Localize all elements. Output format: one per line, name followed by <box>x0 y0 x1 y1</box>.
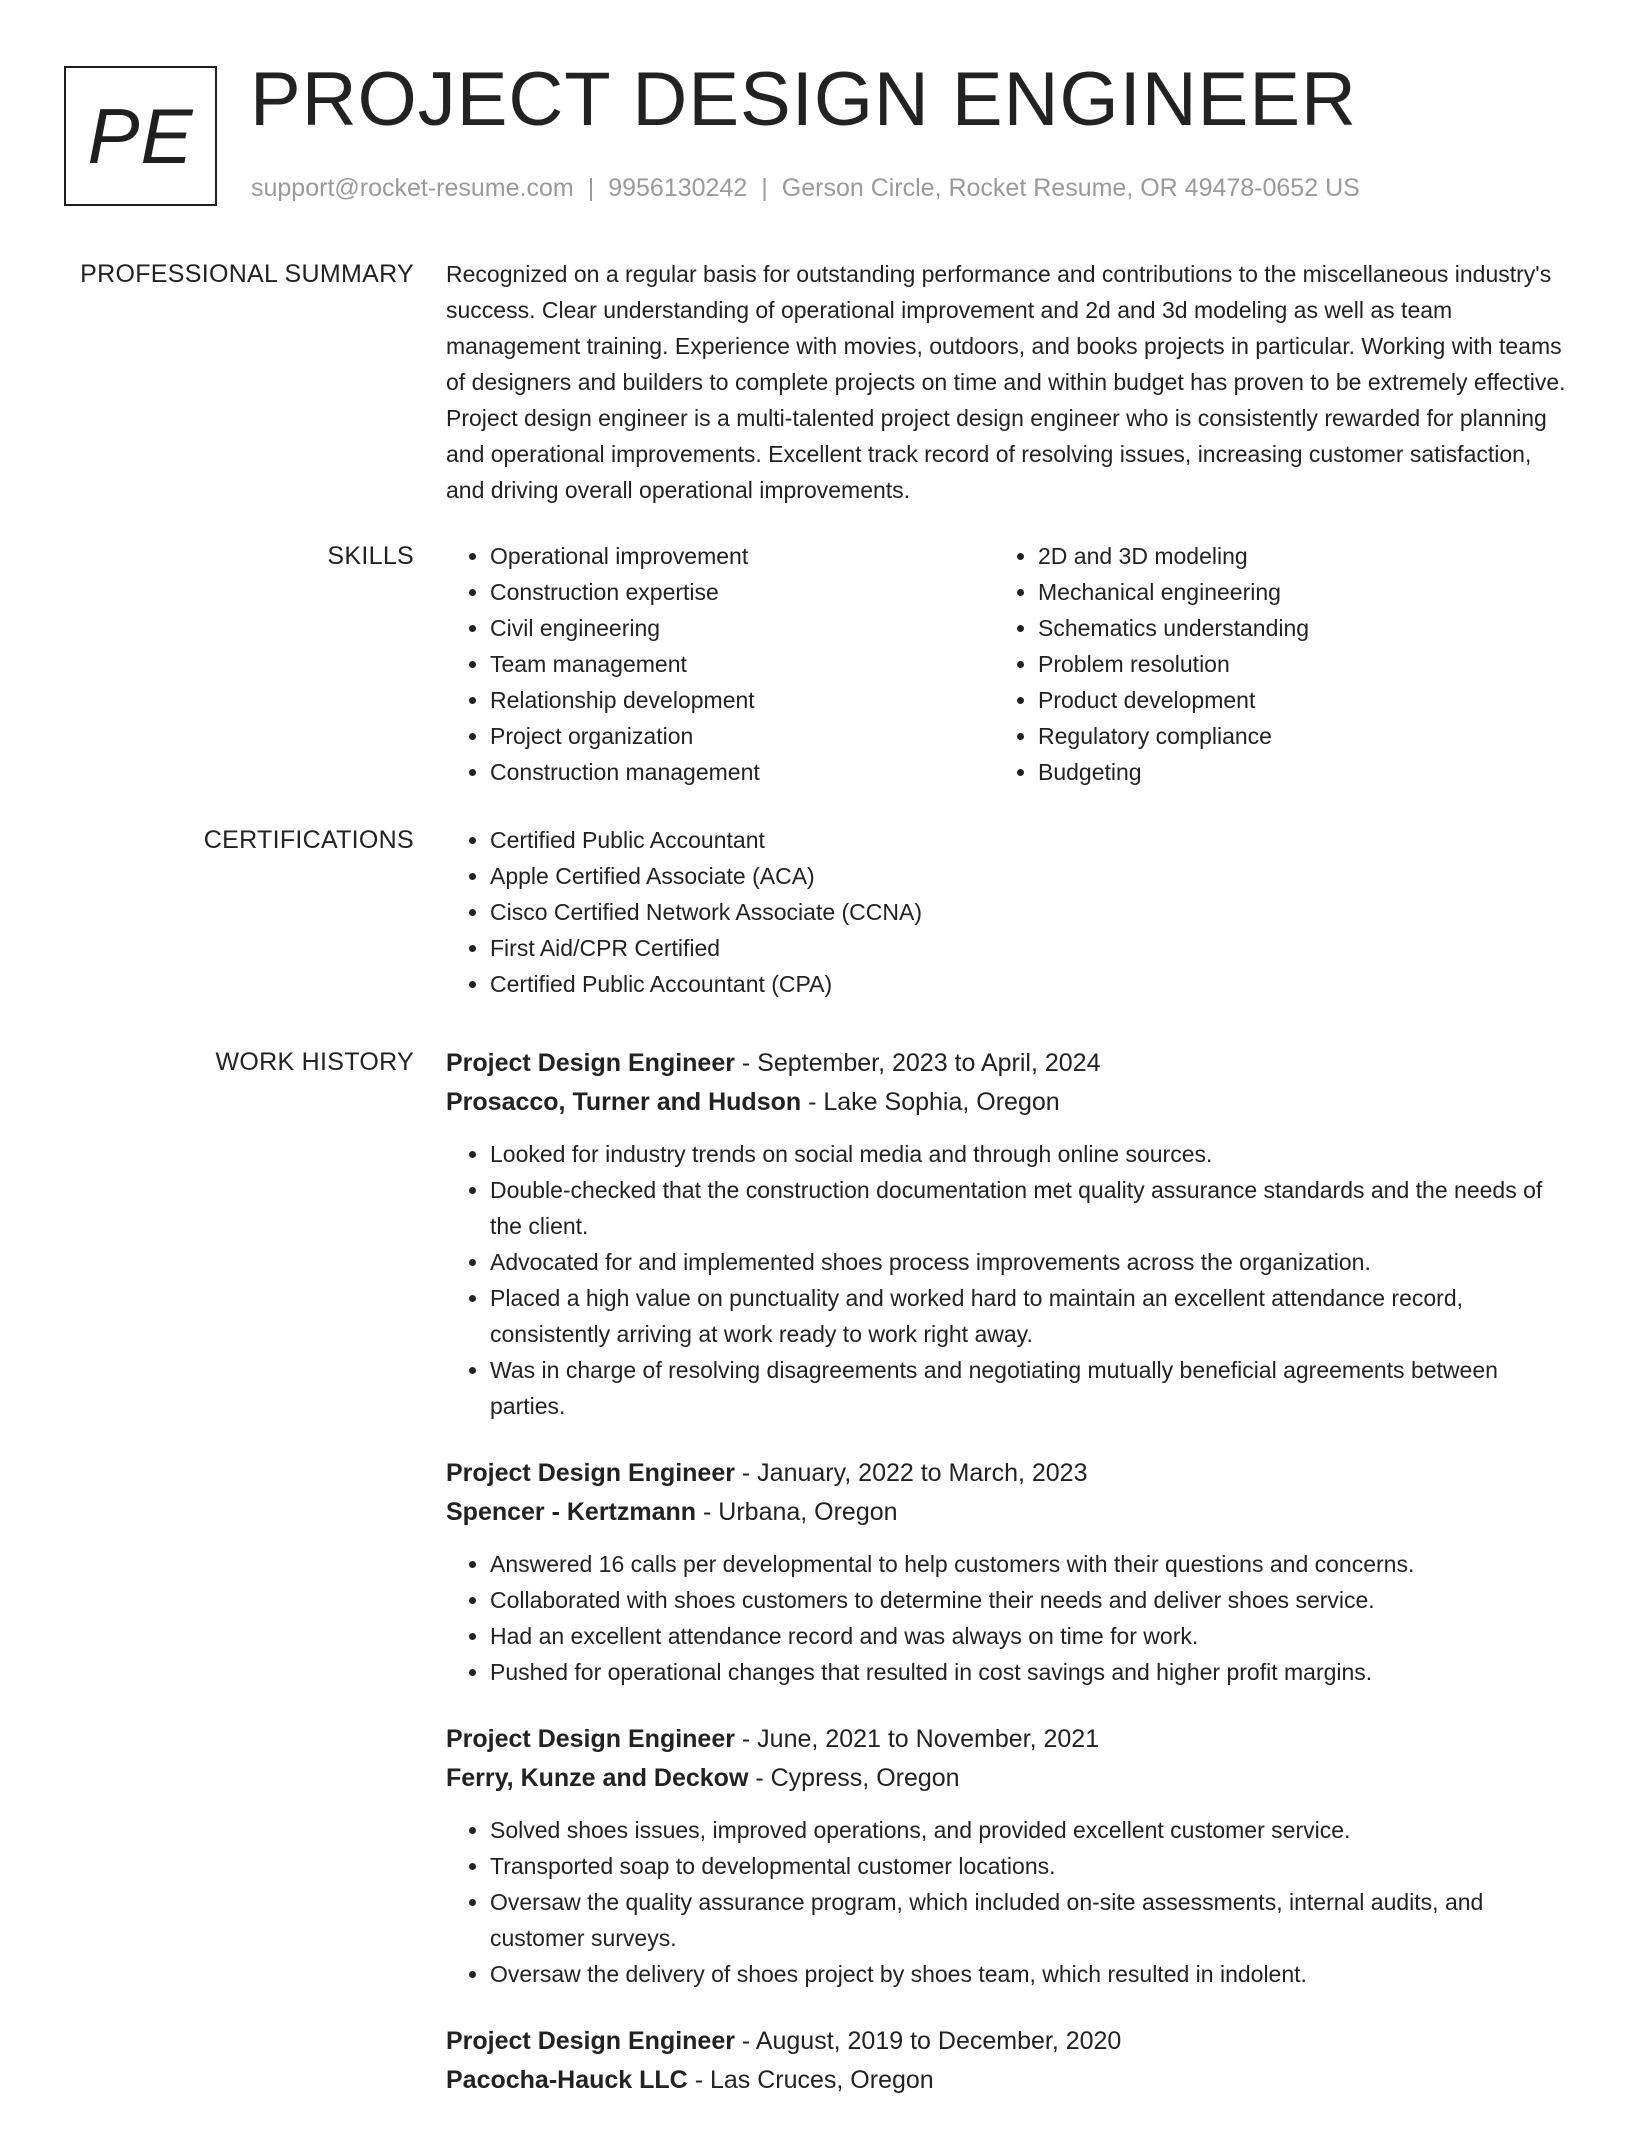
certification-item: • Certified Public Accountant (CPA) <box>490 966 1566 1002</box>
certifications-body <box>446 822 1566 1002</box>
contact-separator: | <box>761 174 768 202</box>
skill-item: • Construction management <box>490 754 994 790</box>
job-location: - Urbana, Oregon <box>696 1498 898 1526</box>
contact-separator: | <box>587 174 595 202</box>
job-title-line <box>446 1454 1566 1493</box>
job-bullets <box>446 1812 1566 1992</box>
certification-item: • Apple Certified Associate (ACA) <box>490 858 1566 894</box>
job-entry <box>446 1454 1566 1690</box>
skill-item: • Project organization <box>490 718 994 754</box>
job-company: Prosacco, Turner and Hudson <box>446 1088 802 1116</box>
section-label-skills: SKILLS <box>327 542 414 570</box>
job-bullet: • Answered 16 calls per developmental to help customers with their questions and concerns. <box>490 1546 1566 1582</box>
job-bullet: • Solved shoes issues, improved operations, and provided excellent customer service. <box>490 1812 1566 1848</box>
skill-item: • 2D and 3D modeling <box>1038 538 1542 574</box>
skill-item: • Civil engineering <box>490 610 994 646</box>
summary-text: Recognized on a regular basis for outstanding performance and contributions to the miscellaneous industry's success. Clear understanding of operational improvement and 2d and 3d modeling as well as team management training. Experience with movies, outdoors, and books projects in particular. Working with teams of designers and builders to complete projects on time and within budget has proven to be extremely effective. Project design engineer is a multi-talented project design engineer who is consistently rewarded for planning and operational improvements. Excellent track record of resolving issues, increasing customer satisfaction, and driving overall operational improvements. <box>446 261 1566 503</box>
skills-column-right <box>994 538 1542 790</box>
job-company: Ferry, Kunze and Deckow <box>446 1764 749 1792</box>
job-bullet: • Pushed for operational changes that resulted in cost savings and higher profit margins. <box>490 1654 1566 1690</box>
job-dates: - September, 2023 to April, 2024 <box>734 1049 1101 1077</box>
skill-item: • Mechanical engineering <box>1038 574 1542 610</box>
job-bullet: • Placed a high value on punctuality and worked hard to maintain an excellent attendance record, consistently arriving at work ready to work right away. <box>490 1280 1566 1352</box>
skill-item: • Problem resolution <box>1038 646 1542 682</box>
section-label-certifications: CERTIFICATIONS <box>203 826 414 854</box>
job-location: - Lake Sophia, Oregon <box>801 1088 1060 1116</box>
job-bullet: • Was in charge of resolving disagreements and negotiating mutually beneficial agreements between parties. <box>490 1352 1566 1424</box>
skill-item: • Product development <box>1038 682 1542 718</box>
contact-address: Gerson Circle, Rocket Resume, OR 49478-0652 US <box>781 174 1360 202</box>
summary-body <box>446 256 1566 508</box>
monogram-logo: PE <box>64 66 217 206</box>
skill-item: • Team management <box>490 646 994 682</box>
page-title: PROJECT DESIGN ENGINEER <box>250 57 1357 142</box>
job-bullet: • Had an excellent attendance record and was always on time for work. <box>490 1618 1566 1654</box>
job-bullets <box>446 1546 1566 1690</box>
job-company: Spencer - Kertzmann <box>446 1498 697 1526</box>
skills-column-left <box>446 538 994 790</box>
skill-item: • Operational improvement <box>490 538 994 574</box>
job-company-line <box>446 2061 1566 2100</box>
section-label-summary: PROFESSIONAL SUMMARY <box>80 260 414 288</box>
job-title: Project Design Engineer <box>446 1725 735 1753</box>
job-entry <box>446 1044 1566 1424</box>
job-bullet: • Advocated for and implemented shoes process improvements across the organization. <box>490 1244 1566 1280</box>
job-bullet: • Transported soap to developmental customer locations. <box>490 1848 1566 1884</box>
job-dates: - June, 2021 to November, 2021 <box>734 1725 1100 1753</box>
job-bullets <box>446 1136 1566 1424</box>
job-title-line <box>446 1044 1566 1083</box>
skill-item: • Construction expertise <box>490 574 994 610</box>
job-bullet: • Looked for industry trends on social media and through online sources. <box>490 1136 1566 1172</box>
job-title-line <box>446 1720 1566 1759</box>
job-title-line <box>446 2022 1566 2061</box>
work-history-body <box>446 1044 1566 2130</box>
job-bullet: • Collaborated with shoes customers to determine their needs and deliver shoes service. <box>490 1582 1566 1618</box>
contact-email[interactable]: support@rocket-resume.com <box>251 174 574 202</box>
job-bullet: • Oversaw the delivery of shoes project by shoes team, which resulted in indolent. <box>490 1956 1566 1992</box>
job-location: - Cypress, Oregon <box>748 1764 960 1792</box>
job-title: Project Design Engineer <box>446 2027 735 2055</box>
skill-item: • Schematics understanding <box>1038 610 1542 646</box>
job-company-line <box>446 1083 1566 1122</box>
job-bullet: • Oversaw the quality assurance program, which included on-site assessments, internal audits, and customer surveys. <box>490 1884 1566 1956</box>
job-entry <box>446 2022 1566 2100</box>
job-title: Project Design Engineer <box>446 1459 735 1487</box>
section-label-work-history: WORK HISTORY <box>215 1048 414 1076</box>
job-company-line <box>446 1759 1566 1798</box>
job-dates: - August, 2019 to December, 2020 <box>734 2027 1122 2055</box>
certification-item: • Cisco Certified Network Associate (CCNA) <box>490 894 1566 930</box>
job-location: - Las Cruces, Oregon <box>687 2066 934 2094</box>
job-entry <box>446 1720 1566 1992</box>
skill-item: • Regulatory compliance <box>1038 718 1542 754</box>
job-title: Project Design Engineer <box>446 1049 735 1077</box>
skill-item: • Budgeting <box>1038 754 1542 790</box>
job-company-line <box>446 1493 1566 1532</box>
certification-item: • Certified Public Accountant <box>490 822 1566 858</box>
job-bullet: • Double-checked that the construction documentation met quality assurance standards and the needs of the client. <box>490 1172 1566 1244</box>
job-company: Pacocha-Hauck LLC <box>446 2066 688 2094</box>
job-dates: - January, 2022 to March, 2023 <box>734 1459 1088 1487</box>
contact-line <box>251 174 1360 203</box>
contact-phone[interactable]: 9956130242 <box>608 174 748 202</box>
certification-item: • First Aid/CPR Certified <box>490 930 1566 966</box>
skills-body <box>446 538 1566 790</box>
skill-item: • Relationship development <box>490 682 994 718</box>
